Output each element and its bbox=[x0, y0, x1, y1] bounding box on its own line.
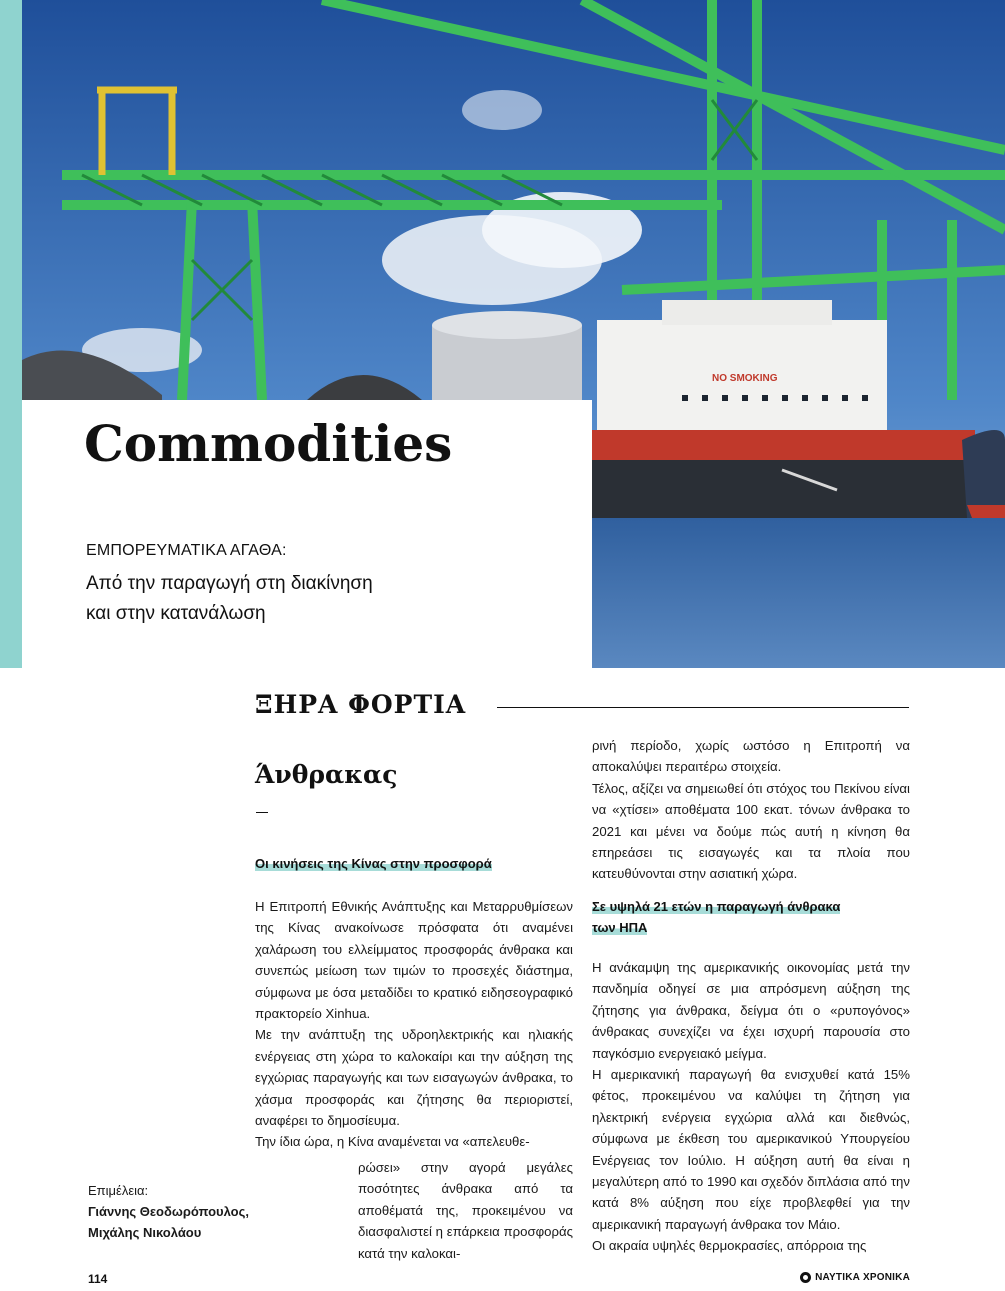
subtitle bbox=[86, 569, 526, 629]
subheading-text: Οι κινήσεις της Κίνας στην προσφορά bbox=[255, 856, 492, 871]
subtitle-line: Από την παραγωγή στη διακίνηση bbox=[86, 573, 373, 594]
column-right-bottom bbox=[592, 957, 910, 1257]
page-title: Commodities bbox=[84, 414, 453, 473]
credits-name: Μιχάλης Νικολάου bbox=[88, 1225, 202, 1240]
section-heading: ΞΗΡΑ ΦΟΡΤΙΑ bbox=[255, 690, 467, 719]
paragraph: Με την ανάπτυξη της υδροηλεκτρικής και ηλιακής ενέργειας στη χώρα το καλοκαίρι και την αύξηση της εγχώριας παραγωγής και των εισαγωγών άνθρακα, το χάσμα προσφοράς και ζήτησης θα περιοριστεί, αναφέρει το δημοσίευμα. bbox=[255, 1027, 573, 1129]
subheading-text: Σε υψηλά 21 ετών η παραγωγή άνθρακα bbox=[592, 899, 841, 914]
subheading-usa bbox=[592, 896, 882, 938]
brand-name: ΝΑΥΤΙΚΑ ΧΡΟΝΙΚΑ bbox=[815, 1272, 910, 1283]
brand-footer bbox=[800, 1272, 910, 1283]
topic-dash bbox=[256, 812, 268, 813]
paragraph: ρινή περίοδο, χωρίς ωστόσο η Επιτροπή να αποκαλύψει περαιτέρω στοιχεία. bbox=[592, 738, 910, 775]
topic-heading: Άνθρακας bbox=[255, 760, 398, 789]
cloud bbox=[462, 90, 542, 130]
ship-hull-red bbox=[592, 430, 975, 460]
page-number: 114 bbox=[88, 1272, 108, 1286]
paragraph: ρώσει» στην αγορά μεγάλες ποσότητες άνθρακα από τα αποθέματά της, προκειμένου να διασφαλιστεί η επάρκεια προσφοράς κατά την καλοκαι- bbox=[358, 1160, 573, 1261]
ship-bow-red bbox=[967, 505, 1005, 518]
credits bbox=[88, 1180, 249, 1243]
ship-sign: NO SMOKING bbox=[712, 373, 778, 384]
column-left bbox=[255, 896, 573, 1153]
paragraph: Τέλος, αξίζει να σημειωθεί ότι στόχος του Πεκίνου είναι να «χτίσει» αποθέματα 100 εκατ. τόνων άνθρακα το 2021 και μένει να δούμε πώς αυτή η κίνηση θα επηρεάσει τις εισαγωγές και τα πλοία που κατευθύνονται στην ασιατική χώρα. bbox=[592, 780, 910, 882]
column-right-top bbox=[592, 735, 910, 885]
paragraph: Η Επιτροπή Εθνικής Ανάπτυξης και Μεταρρυθμίσεων της Κίνας ανακοίνωσε πρόσφατα ότι αναμένει χαλάρωση του ελλείμματος προσφοράς άνθρακα και συνεπώς μείωση των τιμών το προσεχές διάστημα, σύμφωνα με όσα μεταδίδει το κρατικό ειδησεογραφικό πρακτορείο Xinhua. bbox=[255, 899, 573, 1022]
brand-logo-icon bbox=[800, 1272, 811, 1283]
credits-label: Επιμέλεια: bbox=[88, 1183, 149, 1198]
kicker: ΕΜΠΟΡΕΥΜΑΤΙΚΑ ΑΓΑΘΑ: bbox=[86, 542, 287, 559]
paragraph: Η ανάκαμψη της αμερικανικής οικονομίας μετά την πανδημία οδηγεί σε μια απρόσμενη αύξηση της ζήτησης για άνθρακα, δείγμα ότι ο «ρυπογόνος» άνθρακας συνεχίζει να έχει ισχυρή παρουσία στο παγκόσμιο ενεργειακό μείγμα. bbox=[592, 960, 910, 1061]
storage-tank-top bbox=[432, 311, 582, 339]
ship-bow bbox=[962, 430, 1005, 518]
section-rule bbox=[497, 707, 909, 708]
paragraph: Οι ακραία υψηλές θερμοκρασίες, απόρροια της bbox=[592, 1238, 867, 1254]
paragraph: Η αμερικανική παραγωγή θα ενισχυθεί κατά 15% φέτος, προκειμένου να καλύψει τη ζήτηση για ηλεκτρική ενέργεια εγχώρια αλλά και διεθνώς, σύμφωνα με έκθεση του αμερικανικού Υπουργείου Ενέργειας τον Ιούλιο. Η αύξηση αυτή θα είναι η μεγαλύτερη από το 1990 και σχεδόν διπλάσια από την κατά 8% αύξηση που είχε προβλεφθεί για την αμερικανική παραγωγή άνθρακα τον Μάιο. bbox=[592, 1067, 910, 1232]
ship-bridge bbox=[662, 300, 832, 325]
teal-accent-bar bbox=[0, 0, 22, 668]
subtitle-line: και στην κατανάλωση bbox=[86, 603, 266, 624]
subheading-text: των ΗΠΑ bbox=[592, 920, 648, 935]
title-panel bbox=[22, 400, 592, 668]
paragraph: Την ίδια ώρα, η Κίνα αναμένεται να «απελευθε- bbox=[255, 1134, 530, 1150]
subheading-china bbox=[255, 853, 575, 874]
sea bbox=[592, 515, 1005, 668]
column-left-continued bbox=[358, 1157, 573, 1264]
credits-name: Γιάννης Θεοδωρόπουλος, bbox=[88, 1204, 249, 1219]
